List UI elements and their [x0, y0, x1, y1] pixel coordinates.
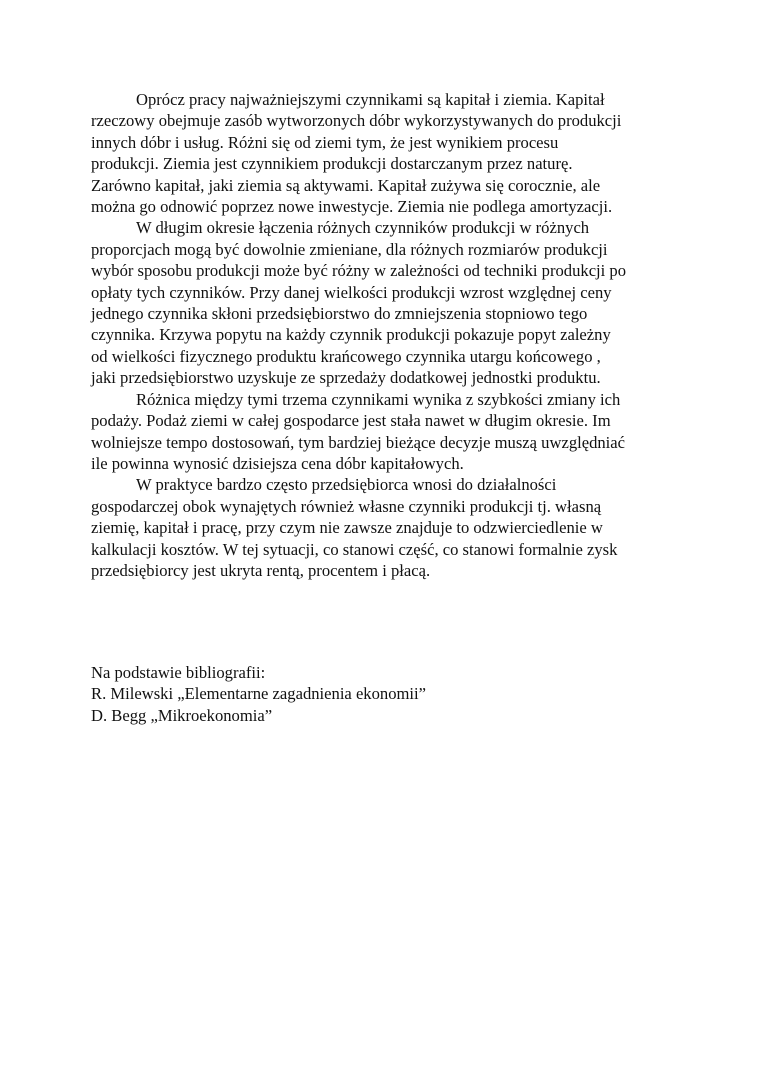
document-body — [91, 89, 671, 581]
text-line: od wielkości fizycznego produktu krańcowego czynnika utargu końcowego , — [91, 346, 601, 366]
text-line: kalkulacji kosztów. W tej sytuacji, co stanowi część, co stanowi formalnie zysk — [91, 539, 618, 559]
text-line: podaży. Podaż ziemi w całej gospodarce jest stała nawet w długim okresie. Im — [91, 411, 611, 431]
text-line: można go odnowić poprzez nowe inwestycje. Ziemia nie podlega amortyzacji. — [91, 197, 613, 217]
text-line: rzeczowy obejmuje zasób wytworzonych dóbr wykorzystywanych do produkcji — [91, 111, 622, 131]
paragraph-capital-land — [91, 89, 671, 217]
text-line: jednego czynnika skłoni przedsiębiorstwo do zmniejszenia stopniowo tego — [91, 304, 588, 324]
text-line: opłaty tych czynników. Przy danej wielkości produkcji wzrost względnej ceny — [91, 282, 612, 302]
text-line: Oprócz pracy najważniejszymi czynnikami są kapitał i ziemia. Kapitał — [136, 90, 605, 109]
text-line: jaki przedsiębiorstwo uzyskuje ze sprzedaży dodatkowej jednostki produktu. — [91, 368, 601, 388]
text-line: produkcji. Ziemia jest czynnikiem produkcji dostarczanym przez naturę. — [91, 154, 573, 174]
paragraph-supply-difference — [91, 389, 671, 475]
text-line: gospodarczej obok wynajętych również własne czynniki produkcji tj. własną — [91, 496, 602, 516]
bibliography-entry: R. Milewski „Elementarne zagadnienia ekonomii” — [91, 684, 426, 704]
text-line: W długim okresie łączenia różnych czynników produkcji w różnych — [136, 218, 590, 238]
text-line: ziemię, kapitał i pracę, przy czym nie zawsze znajduje to odzwierciedlenie w — [91, 518, 603, 538]
text-line: proporcjach mogą być dowolnie zmieniane, dla różnych rozmiarów produkcji — [91, 239, 608, 259]
text-line: innych dóbr i usług. Różni się od ziemi tym, że jest wynikiem procesu — [91, 132, 559, 152]
bibliography-heading: Na podstawie bibliografii: — [91, 663, 266, 682]
text-line: Zarówno kapitał, jaki ziemia są aktywami. Kapitał zużywa się corocznie, ale — [91, 175, 601, 195]
bibliography-entry: D. Begg „Mikroekonomia” — [91, 705, 273, 725]
text-line: W praktyce bardzo często przedsiębiorca wnosi do działalności — [136, 475, 557, 495]
text-line: wybór sposobu produkcji może być różny w zależności od techniki produkcji po — [91, 261, 627, 281]
paragraph-entrepreneur — [91, 474, 671, 581]
text-line: wolniejsze tempo dostosowań, tym bardziej bieżące decyzje muszą uwzględniać — [91, 432, 626, 452]
text-line: ile powinna wynosić dzisiejsza cena dóbr kapitałowych. — [91, 453, 464, 473]
text-line: Różnica między tymi trzema czynnikami wynika z szybkości zmiany ich — [136, 389, 621, 409]
text-line: czynnika. Krzywa popytu na każdy czynnik produkcji pokazuje popyt zależny — [91, 325, 611, 345]
paragraph-long-run — [91, 217, 671, 388]
bibliography — [91, 662, 671, 726]
text-line: przedsiębiorcy jest ukryta rentą, procentem i płacą. — [91, 560, 431, 580]
